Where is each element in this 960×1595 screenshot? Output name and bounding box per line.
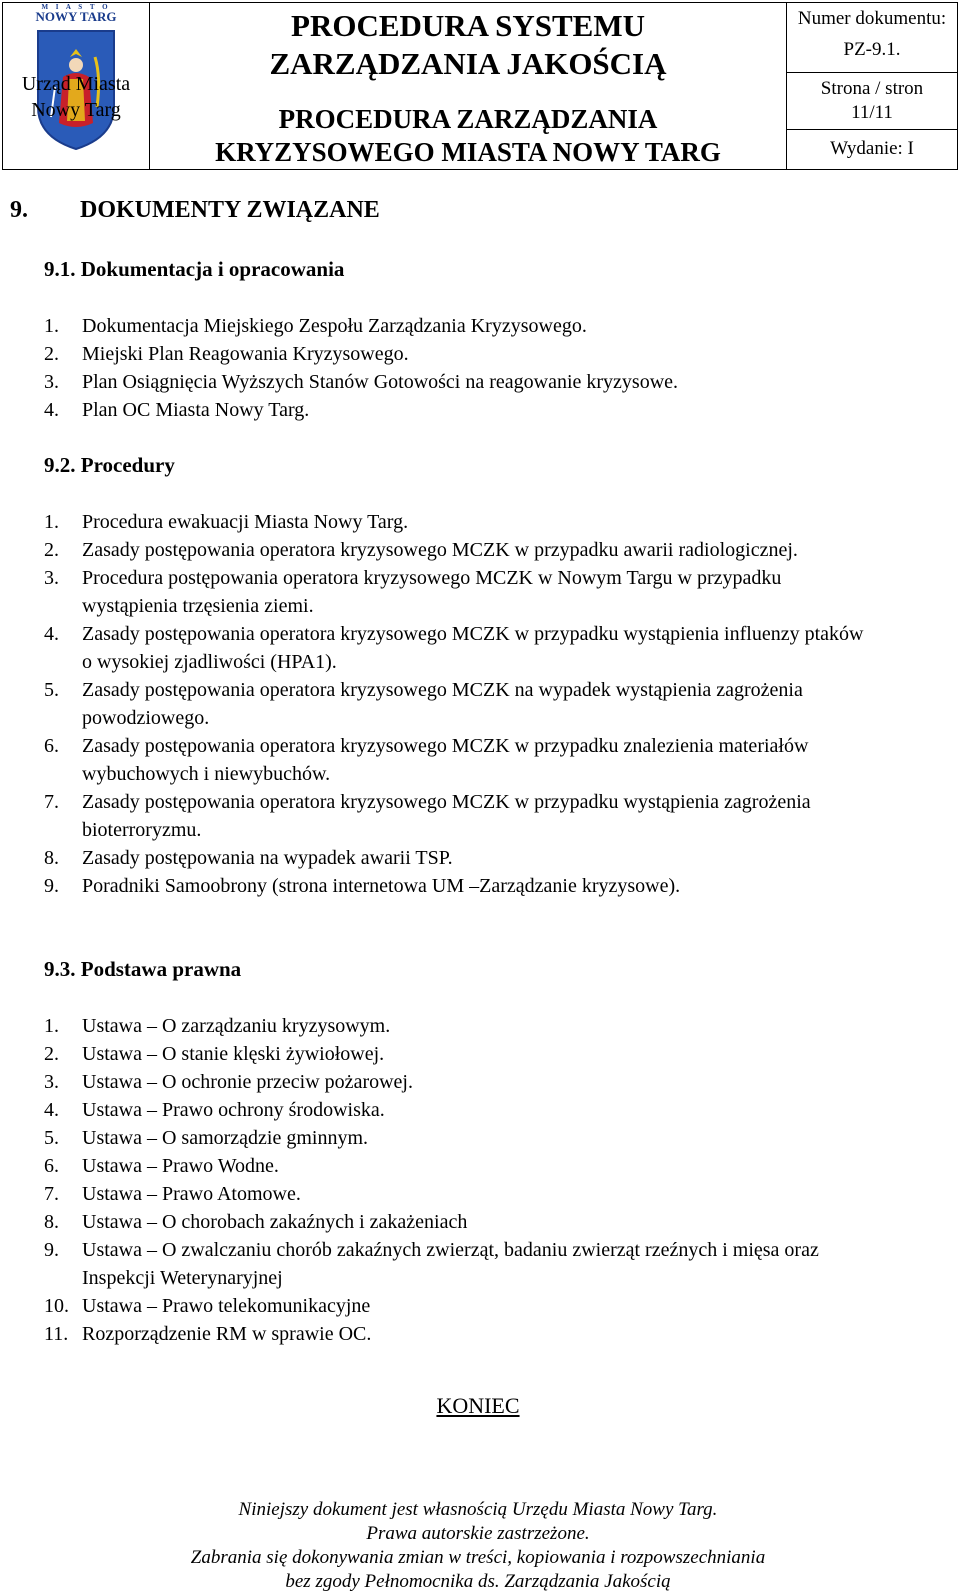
list-item-number: 6.: [44, 735, 59, 757]
list-item-number: 7.: [44, 1183, 59, 1205]
main-title-line1: PROCEDURA SYSTEMU: [291, 8, 645, 43]
list-item: [44, 508, 872, 536]
list-item-number: 6.: [44, 1155, 59, 1177]
meta-cell: [787, 3, 957, 169]
list-item: [44, 676, 872, 732]
legal-basis-list: [44, 1012, 872, 1348]
list-item-text: Procedura ewakuacji Miasta Nowy Targ.: [82, 511, 409, 533]
list-item-text: Dokumentacja Miejskiego Zespołu Zarządzania Kryzysowego.: [82, 315, 587, 337]
list-item: [44, 1180, 872, 1208]
doc-number-box: [787, 3, 957, 73]
list-item-text: Plan Osiągnięcia Wyższych Stanów Gotowości na reagowanie kryzysowe.: [82, 371, 679, 393]
list-item-text: Rozporządzenie RM w sprawie OC.: [82, 1323, 372, 1345]
list-item: [44, 1320, 872, 1348]
list-item-text: Ustawa – O zwalczaniu chorób zakaźnych zwierząt, badaniu zwierząt rzeźnych i mięsa oraz Inspekcji Weterynaryjnej: [82, 1239, 819, 1289]
main-title: [150, 7, 786, 83]
documentation-list: [44, 312, 872, 424]
list-item-number: 10.: [44, 1295, 69, 1317]
list-item: [44, 1068, 872, 1096]
footer-line1: Niniejszy dokument jest własnością Urzędu Miasta Nowy Targ.: [238, 1499, 718, 1520]
list-item-number: 4.: [44, 623, 59, 645]
list-item-text: Plan OC Miasta Nowy Targ.: [82, 399, 310, 421]
list-item: [44, 340, 872, 368]
list-item-text: Zasady postępowania na wypadek awarii TSP.: [82, 847, 453, 869]
end-marker: KONIEC: [436, 1393, 520, 1418]
list-item-text: Procedura postępowania operatora kryzysowego MCZK w Nowym Targu w przypadku wystąpienia trzęsienia ziemi.: [82, 567, 782, 617]
list-item-text: Zasady postępowania operatora kryzysowego MCZK w przypadku znalezienia materiałów wybuchowych i niewybuchów.: [82, 735, 809, 785]
section-title: DOKUMENTY ZWIĄZANE: [80, 197, 380, 223]
subsection-heading-9-3: 9.3. Podstawa prawna: [44, 957, 242, 981]
list-item: [44, 1292, 872, 1320]
list-item-number: 11.: [44, 1323, 69, 1345]
logo-office-line1: Urząd Miasta: [21, 73, 131, 95]
list-item-number: 8.: [44, 847, 59, 869]
logo-cell: [3, 3, 150, 169]
list-item: [44, 1096, 872, 1124]
footer-line3: Zabrania się dokonywania zmian w treści, kopiowania i rozpowszechniania: [190, 1547, 766, 1568]
list-item: [44, 1124, 872, 1152]
subsection-heading-9-2: 9.2. Procedury: [44, 453, 175, 477]
list-item-number: 1.: [44, 315, 59, 337]
logo-city-name: NOWY TARG: [35, 9, 117, 24]
logo-top-letters: M I A S T O: [41, 3, 111, 11]
list-item-number: 3.: [44, 1071, 59, 1093]
list-item-text: Zasady postępowania operatora kryzysowego MCZK w przypadku awarii radiologicznej.: [82, 539, 798, 561]
list-item-text: Ustawa – O ochronie przeciw pożarowej.: [82, 1071, 413, 1093]
list-item-text: Ustawa – Prawo telekomunikacyjne: [82, 1295, 371, 1317]
list-item-number: 4.: [44, 1099, 59, 1121]
list-item-text: Ustawa – O chorobach zakaźnych i zakażeniach: [82, 1211, 468, 1233]
list-item: [44, 788, 872, 844]
list-item: [44, 620, 872, 676]
list-item: [44, 1208, 872, 1236]
list-item: [44, 368, 872, 396]
footer-notice: [0, 1498, 956, 1594]
list-item: [44, 1236, 872, 1292]
list-item-number: 4.: [44, 399, 59, 421]
list-item-number: 3.: [44, 371, 59, 393]
title-cell: [150, 3, 787, 169]
list-item-text: Zasady postępowania operatora kryzysowego MCZK na wypadek wystąpienia zagrożenia powodziowego.: [82, 679, 803, 729]
list-item-number: 5.: [44, 679, 59, 701]
list-item-text: Ustawa – Prawo Atomowe.: [82, 1183, 301, 1205]
doc-number-label: Numer dokumentu:: [797, 8, 947, 29]
subtitle-line2: KRYZYSOWEGO MIASTA NOWY TARG: [215, 137, 721, 167]
list-item-number: 2.: [44, 1043, 59, 1065]
list-item: [44, 1152, 872, 1180]
list-item-text: Ustawa – O stanie klęski żywiołowej.: [82, 1043, 385, 1065]
list-item-number: 5.: [44, 1127, 59, 1149]
list-item-number: 3.: [44, 567, 59, 589]
list-item-text: Miejski Plan Reagowania Kryzysowego.: [82, 343, 409, 365]
list-item-number: 9.: [44, 875, 59, 897]
page-label: Strona / stron: [820, 78, 924, 99]
doc-number-value: PZ-9.1.: [843, 39, 901, 60]
list-item-text: Ustawa – O samorządzie gminnym.: [82, 1127, 369, 1149]
list-item-number: 7.: [44, 791, 59, 813]
subtitle-line1: PROCEDURA ZARZĄDZANIA: [278, 104, 658, 134]
logo-office-name: [3, 71, 149, 123]
subsection-heading-9-1: 9.1. Dokumentacja i opracowania: [44, 257, 345, 281]
list-item-text: Ustawa – O zarządzaniu kryzysowym.: [82, 1015, 391, 1037]
list-item-text: Poradniki Samoobrony (strona internetowa UM –Zarządzanie kryzysowe).: [82, 875, 681, 897]
list-item: [44, 536, 872, 564]
list-item: [44, 312, 872, 340]
list-item-number: 1.: [44, 511, 59, 533]
list-item-text: Ustawa – Prawo Wodne.: [82, 1155, 279, 1177]
section-number: 9.: [10, 197, 28, 223]
list-item: [44, 872, 872, 900]
list-item-text: Zasady postępowania operatora kryzysowego MCZK w przypadku wystąpienia influenzy ptaków o wysokiej zjadliwości (HPA1).: [82, 623, 864, 673]
edition-label: Wydanie: I: [830, 138, 914, 159]
list-item-number: 8.: [44, 1211, 59, 1233]
document-header: [2, 2, 958, 170]
list-item: [44, 396, 872, 424]
list-item-number: 2.: [44, 539, 59, 561]
main-title-line2: ZARZĄDZANIA JAKOŚCIĄ: [269, 46, 667, 81]
subtitle: [150, 103, 786, 169]
page-box: [787, 73, 957, 130]
list-item: [44, 1040, 872, 1068]
list-item: [44, 1012, 872, 1040]
list-item: [44, 564, 872, 620]
list-item-number: 2.: [44, 343, 59, 365]
list-item-text: Ustawa – Prawo ochrony środowiska.: [82, 1099, 385, 1121]
list-item-text: Zasady postępowania operatora kryzysowego MCZK w przypadku wystąpienia zagrożenia bioterroryzmu.: [82, 791, 811, 841]
edition-box: [787, 130, 957, 169]
page-value: 11/11: [851, 102, 893, 123]
list-item-number: 9.: [44, 1239, 59, 1261]
footer-line2: Prawa autorskie zastrzeżone.: [366, 1523, 590, 1544]
logo-office-line2: Nowy Targ: [31, 99, 121, 121]
section-heading: [10, 197, 380, 224]
procedures-list: [44, 508, 872, 900]
footer-line4: bez zgody Pełnomocnika ds. Zarządzania Jakością: [285, 1571, 671, 1592]
list-item: [44, 844, 872, 872]
list-item-number: 1.: [44, 1015, 59, 1037]
list-item: [44, 732, 872, 788]
